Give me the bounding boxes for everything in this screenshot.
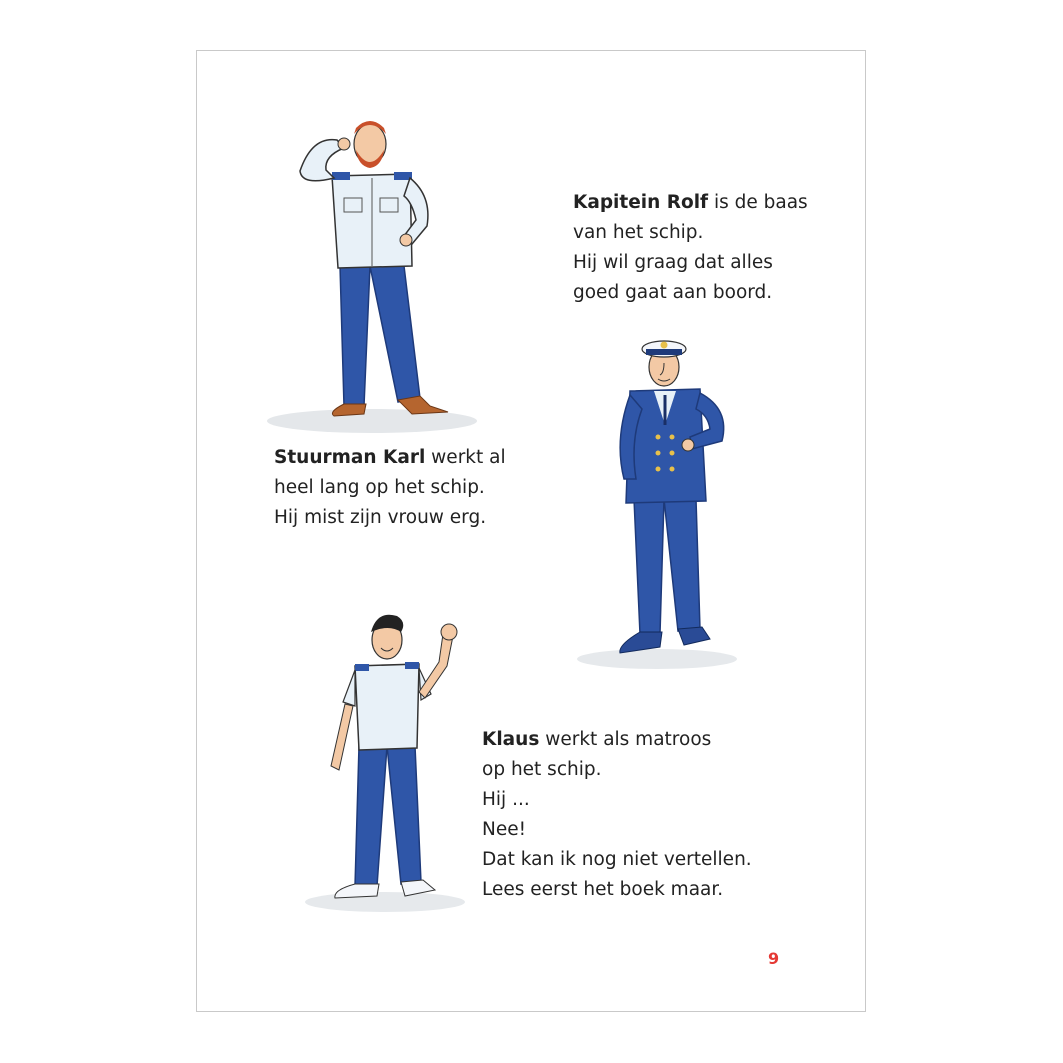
mate-name: Stuurman Karl bbox=[274, 447, 426, 468]
captain-illustration bbox=[572, 329, 762, 674]
mate-line-3: Hij mist zijn vrouw erg. bbox=[274, 507, 487, 528]
sailor-line-6: Lees eerst het boek maar. bbox=[482, 879, 724, 900]
sailor-illustration bbox=[297, 606, 472, 916]
sailor-line-2: op het schip. bbox=[482, 759, 602, 780]
captain-name: Kapitein Rolf bbox=[573, 192, 709, 213]
captain-line-2: van het schip. bbox=[573, 222, 704, 243]
mate-illustration bbox=[252, 116, 482, 436]
captain-line-4: goed gaat aan boord. bbox=[573, 282, 773, 303]
captain-line-3: Hij wil graag dat alles bbox=[573, 252, 773, 273]
mate-text: Stuurman Karl werkt al heel lang op het schip. Hij mist zijn vrouw erg. bbox=[274, 443, 506, 533]
sailor-name: Klaus bbox=[482, 729, 540, 750]
sailor-line-5: Dat kan ik nog niet vertellen. bbox=[482, 849, 752, 870]
sailor-line-4: Nee! bbox=[482, 819, 527, 840]
page-number: 9 bbox=[768, 949, 780, 968]
captain-text: Kapitein Rolf is de baas van het schip. Hij wil graag dat alles goed gaat aan boord. bbox=[573, 188, 808, 308]
mate-line-2: heel lang op het schip. bbox=[274, 477, 485, 498]
sailor-line-3: Hij ... bbox=[482, 789, 530, 810]
sailor-text: Klaus werkt als matroos op het schip. Hij ... Nee! Dat kan ik nog niet vertellen. Lees eerst het boek maar. bbox=[482, 725, 752, 905]
book-page bbox=[196, 50, 866, 1012]
